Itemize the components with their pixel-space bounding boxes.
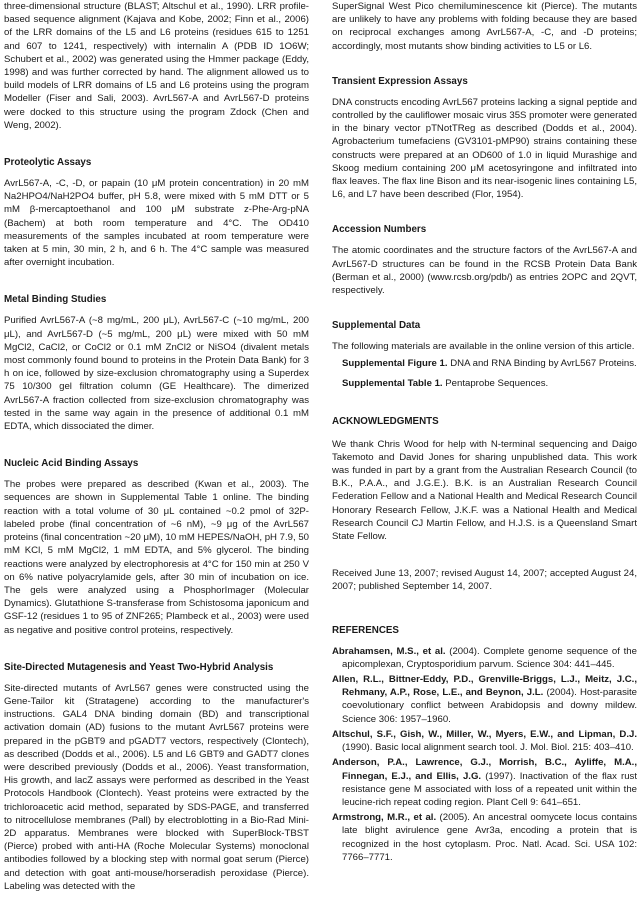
reference-authors: Abrahamsen, M.S., et al. [332,645,446,657]
nucleic-acid-paragraph: The probes were prepared as described (Kwan et al., 2003). The sequences are shown in Supplemental Table 1 online. The binding reaction with a total volume of 30 μL contained ~0.2 pmol of 32P-labeled probe (final concentration of ~6 nM), ~9 μg of the AvrL567 proteins (final concentration ~20 μM), 10 mM HEPES/NaOH, pH 7.9, 50 mM KCl, 5 mM MgCl2, 1 mM EDTA, and 5% glycerol. The binding reactions were analyzed by electrophoresis at 4°C for 150 min at 250 V on 6% native polyacrylamide gels, after 30 min of incubation on ice. The gels were analyzed using a PhosphorImager (Molecular Dynamics). Glutathione S-transferase from Schistosoma japonicum and GSF-12 (residues 1 to 95 of ZNF265; Plambeck et al., 2003) were used as negative and positive control proteins, respectively. [4,479,309,636]
section-heading-site-directed: Site-Directed Mutagenesis and Yeast Two-Hybrid Analysis [4,661,274,673]
left-column [4,0,309,893]
reference-item [332,728,637,754]
accession-paragraph: The atomic coordinates and the structure factors of the AvrL567-A and AvrL567-D structures can be found in the RCSB Protein Data Bank (Berman et al., 2000) (www.rcsb.org/pdb/) as entries 2OPC and 2QVT, respectively. [332,245,637,297]
reference-item [332,756,637,809]
right-column [332,0,637,866]
reference-citation: (1990). Basic local alignment search tool. J. Mol. Biol. 215: 403–410. [342,742,634,754]
reference-item [332,673,637,726]
acknowledgments-heading: ACKNOWLEDGMENTS [332,415,439,427]
received-dates-paragraph: Received June 13, 2007; revised August 14, 2007; accepted August 24, 2007; published September 14, 2007. [332,568,637,593]
reference-item [332,811,637,864]
reference-citation: (2005). An ancestral oomycete locus contains late blight avirulence gene Avr3a, encoding a protein that is recognized in the host cytoplasm. Proc. Natl. Acad. Sci. USA 102: 7766–7771. [342,812,637,863]
reference-list [332,645,637,864]
methods-paragraph-structure: three-dimensional structure (BLAST; Altschul et al., 1990). LRR profile-based sequence alignment (Kajava and Kobe, 2002; Finn et al., 2006) of the LRR domains of the L5 and L6 proteins (residues 615 to 1251 and 607 to 1241, respectively) with internalin A (PDB ID 1O6W; Schubert et al., 2002) was generated using the Hmmer package (Eddy, 1998) and was further corrected by hand. The alignment allowed us to build models of LRR domains of L5 and L6 proteins using the program Modeller (Fiser and Sali, 2003). AvrL567-A and AvrL567-D proteins were docked to this structure using the program Zdock (Chen and Weng, 2002). [4,1,309,131]
reference-item [332,645,637,671]
supplemental-figure-text: DNA and RNA Binding by AvrL567 Proteins. [450,358,637,370]
references-heading: REFERENCES [332,624,399,636]
section-heading-accession: Accession Numbers [332,224,427,236]
site-directed-paragraph: Site-directed mutants of AvrL567 genes were constructed using the Gene-Tailor kit (Stratagene) according to the manufacturer's instructions. GAL4 DNA binding domain (BD) and transcriptional activation domain (AD) fusions to the mutant AvrL567 proteins were prepared in the pGBT9 and pGADT7 vectors, respectively (Clontech), as described (Dodds et al., 2006). L5 and L6 GBT9 and GADT7 clones were described previously (Dodds et al., 2006). Yeast transformation, His growth, and lacZ assays were performed as described in the Yeast Protocols Handbook (Clontech). Yeast proteins were extracted by the trichloroacetic acid method, separated by SDS-PAGE, and transferred to nitrocellulose membranes (Pall) by electroblotting in a Bio-Rad Mini-2D apparatus. Membranes were blocked with SuperBlock-TBST (Pierce) probed with anti-HA (Roche Molecular Systems) monoclonal antibodies followed by a blocking step with normal goat serum (Pierce) and detection with goat anti-mouse/horseradish peroxidase (Pierce). Labeling was detected with the [4,682,309,892]
reference-authors: Armstrong, M.R., et al. [332,812,437,824]
reference-citation: (2004). Complete genome sequence of the apicomplexan, Cryptosporidium parvum. Science 304: 441–445. [342,645,637,670]
supplemental-figure-entry [332,357,637,371]
supplemental-table-text: Pentaprobe Sequences. [445,378,549,390]
transient-expression-paragraph: DNA constructs encoding AvrL567 proteins lacking a signal peptide and controlled by the cauliflower mosaic virus 35S promoter were generated in the binary vector pTNotTReg as described (Dodds et al., 2004). Agrobacterium tumefaciens (GV3101-pMP90) strains containing these constructs were prepared at an OD600 of 1.0 in liquid Murashige and Skoog medium containing 200 μM acetosyringone and infiltrated into flax leaves. The flax line Bison and its near-isogenic lines containing L5, L6, and L7 have been described (Flor, 1954). [332,96,637,201]
acknowledgments-paragraph: We thank Chris Wood for help with N-terminal sequencing and Daigo Takemoto and David Jones for sharing unpublished data. This work was funded in part by a grant from the Australian Research Council (to B.K., P.A.A., and J.G.E.). B.K. is an Australian Research Council Federation Fellow and a National Health and Medical Research Council Honorary Research Fellow, J.K.F. was a National Health and Medical Research Council CJ Martin Fellow, and H.J.S. is a Queensland Smart State Fellow. [332,438,637,543]
supplemental-table-label: Supplemental Table 1. [342,378,443,390]
reference-authors: Allen, R.L., Bittner-Eddy, P.D., Grenville-Briggs, L.J., Meitz, J.C., Rehmany, A.P., Rose, L.E., and Beynon, J.L. [332,674,637,699]
section-heading-transient: Transient Expression Assays [332,75,468,87]
reference-authors: Altschul, S.F., Gish, W., Miller, W., Myers, E.W., and Lipman, D.J. [332,728,637,740]
section-heading-metal: Metal Binding Studies [4,294,107,306]
section-heading-supplemental: Supplemental Data [332,320,421,332]
metal-binding-paragraph: Purified AvrL567-A (~8 mg/mL, 200 μL), AvrL567-C (~10 mg/mL, 200 μL), and AvrL567-D (~5 mg/mL, 200 μL) were mixed with 50 mM MgCl2, CaCl2, or CoCl2 or 0.1 mM ZnCl2 or NiSO4 (divalent metals most commonly found bound to proteins in the Protein Data Bank) for 3 h on ice, followed by size-exclusion chromatography using a Superdex 75 10/300 gel filtration column (GE Healthcare). The dimerized AvrL567-A fraction collected from size-exclusion chromatography was tested in the same way again in the presence of additional 0.1 mM EDTA, which dissociated the dimer. [4,315,309,433]
supplemental-figure-label: Supplemental Figure 1. [342,358,448,370]
reference-citation: (2004). Host-parasite coevolutionary conflict between Arabidopsis and downy mildew. Science 306: 1957–1960. [342,687,638,725]
supplemental-paragraph: The following materials are available in the online version of this article. [332,341,635,353]
supplemental-table-entry [332,377,637,391]
section-heading-nucleic: Nucleic Acid Binding Assays [4,458,139,470]
proteolytic-paragraph: AvrL567-A, -C, -D, or papain (10 μM protein concentration) in 20 mM Na2HPO4/NaH2PO4 buffer, pH 5.8, were mixed with 5 mM DTT or 5 mM β-mercaptoethanol and 100 μM substrate z-Phe-Arg-pNA (Bachem) at both room temperature and 4°C. The OD410 measurements of the samples incubated at room temperature were taken at 5 min, 30 min, 2 h, and 6 h. The 4°C sample was measured after overnight incubation. [4,178,309,269]
section-heading-proteolytic: Proteolytic Assays [4,157,92,169]
reference-citation: (1997). Inactivation of the flax rust resistance gene M associated with loss of a repeated unit within the leucine-rich repeat coding region. Plant Cell 9: 641–651. [342,770,637,808]
mutants-paragraph: SuperSignal West Pico chemiluminescence kit (Pierce). The mutants are unlikely to have any problems with folding because they are based on reciprocal exchanges among AvrL567-A, -C, and -D proteins; accordingly, most mutants show binding activities to L5 or L6. [332,1,637,52]
reference-authors: Anderson, P.A., Lawrence, G.J., Morrish, B.C., Ayliffe, M.A., Finnegan, E.J., and Ellis, J.G. [332,757,637,782]
